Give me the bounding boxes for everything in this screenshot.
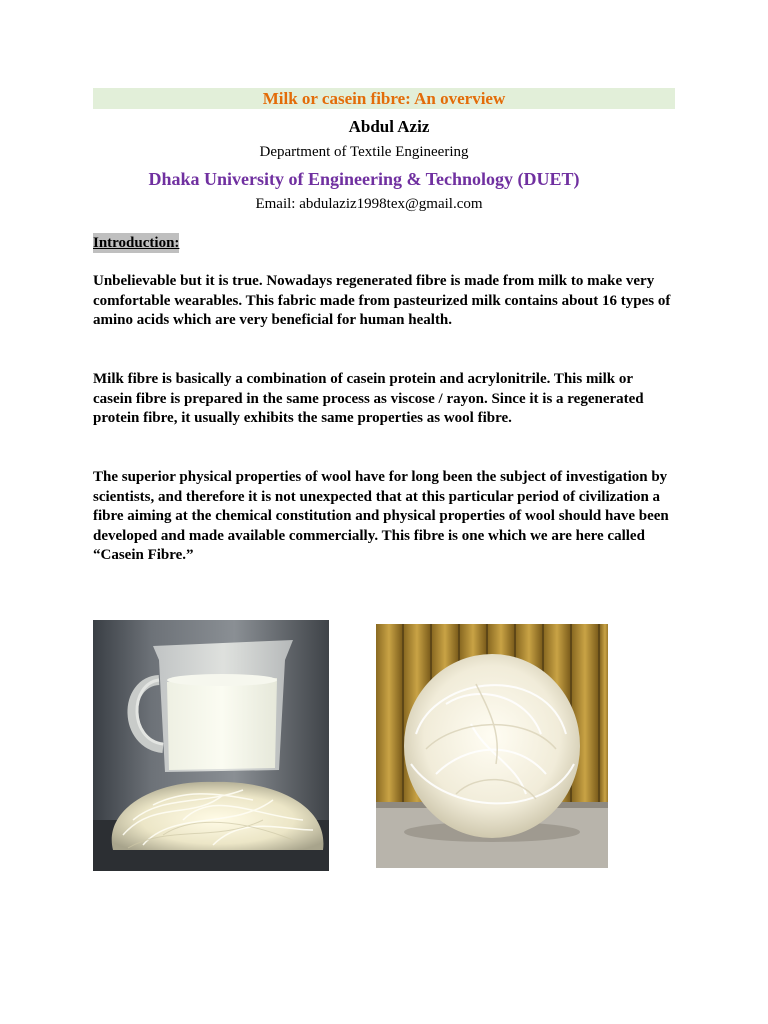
casein-fibre-roving-photo	[376, 624, 608, 868]
milk-jug-fibre-photo	[93, 620, 329, 871]
author-name: Abdul Aziz	[348, 117, 430, 136]
intro-paragraph: The superior physical properties of wool have for long been the subject of investigation by scientists, and therefore it is not unexpected that at this particular period of civilization a fibre aiming at the chemical constitution and physical properties of wool should have been developed and made available commercially. This fibre is one which we are here called “Casein Fibre.”	[93, 469, 669, 564]
introduction-heading: Introduction:	[93, 235, 180, 251]
intro-paragraph: Unbelievable but it is true. Nowadays regenerated fibre is made from milk to make very comfortable wearables. This fabric made from pasteurized milk contains about 16 types of amino acids which are very beneficial for human health.	[93, 273, 671, 329]
department-name: Department of Textile Engineering	[259, 144, 469, 160]
milk-jug-fibre-illustration	[93, 620, 329, 871]
document-title: Milk or casein fibre: An overview	[93, 88, 675, 109]
casein-fibre-roving-illustration	[376, 624, 608, 868]
author-email: Email: abdulaziz1998tex@gmail.com	[255, 196, 483, 212]
intro-paragraph: Milk fibre is basically a combination of casein protein and acrylonitrile. This milk or casein fibre is prepared in the same process as viscose / rayon. Since it is a regenerated protein fibre, it usually exhibits the same properties as wool fibre.	[93, 371, 644, 427]
university-name: Dhaka University of Engineering & Technology (DUET)	[148, 169, 580, 189]
